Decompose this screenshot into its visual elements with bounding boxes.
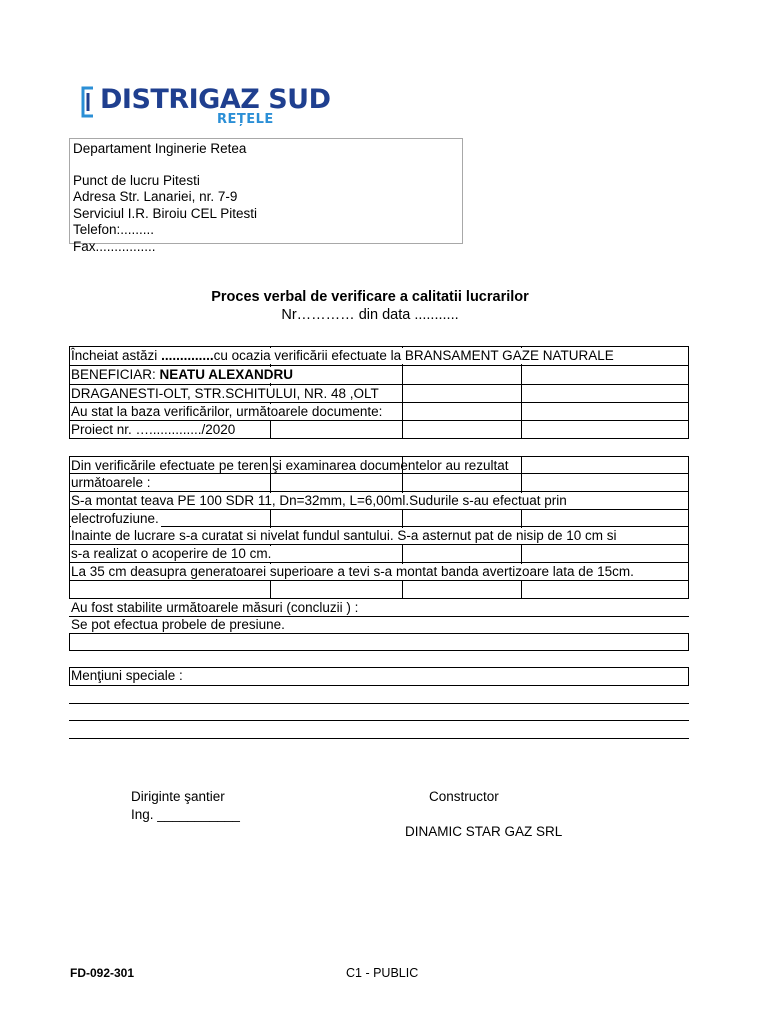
findings-intro-continued: urmǎtoarele : [71,475,151,490]
logo-sub-text: REȚELE [217,112,274,127]
beneficiary-address: DRAGANESTI-OLT, STR.SCHITULUI, NR. 48 ,OLT [71,386,379,401]
classification-label: C1 - PUBLIC [346,966,419,980]
documents-basis: Au stat la baza verificărilor, următoarele documente: [71,404,383,419]
work-point: Punct de lucru Pitesti [73,173,200,188]
beneficiary-row: BENEFICIAR: NEATU ALEXANDRU [71,367,294,382]
service: Serviciul I.R. Biroiu CEL Pitesti [73,206,258,221]
site-supervisor-title: Diriginte şantier [131,789,225,804]
constructor-company: DINAMIC STAR GAZ SRL [405,824,563,839]
department-name: Departament Inginerie Retea [73,141,247,156]
mentions-line [69,703,689,704]
document-title: Proces verbal de verificare a calitatii lucrarilor [211,289,529,305]
logo-brand-text: DISTRIGAZ SUD [100,84,331,115]
phone: Telefon:......... [73,222,155,237]
warning-tape-text: La 35 cm deasupra generatoarei superioare a tevi s-a montat banda avertizoare lata de 15cm. [71,564,634,579]
site-supervisor-signature: Ing. ___________ [131,807,240,822]
conclusions-blank-row [69,633,689,651]
mentions-line [69,738,689,739]
concluded-today-row: Încheiat astăzi ..............cu ocazia verificării efectuate la BRANSAMENT GAZE NATURALE [71,348,614,363]
pipe-installation-continued: electrofuziune. [71,511,159,526]
trench-preparation-text: Inainte de lucrare s-a curatat si nivelat fundul santului. S-a asternut pat de nisip de 10 cm si [71,528,617,543]
mentions-label: Menţiuni speciale : [71,668,183,683]
form-code: FD-092-301 [70,966,135,980]
document-number-date: Nr………… din data ........... [281,307,459,323]
conclusions-text: Se pot efectua probele de presiune. [71,617,285,632]
constructor-title: Constructor [429,789,499,804]
findings-intro-line: Din verificările efectuate pe teren şi examinarea documentelor au rezultat [71,458,509,473]
fax: Fax................ [73,239,156,254]
address: Adresa Str. Lanariei, nr. 7-9 [73,189,238,204]
beneficiary-name: NEATU ALEXANDRU [159,367,294,382]
mentions-line [69,720,689,721]
logo-bracket-icon [79,86,101,120]
trench-preparation-continued: s-a realizat o acoperire de 10 cm. [71,546,272,561]
conclusions-label: Au fost stabilite următoarele măsuri (concluzii ) : [71,600,359,615]
pipe-installation-text: S-a montat teava PE 100 SDR 11, Dn=32mm, L=6,00ml.Sudurile s-au efectuat prin [71,493,567,508]
project-number: Proiect nr. …............../2020 [71,422,236,437]
